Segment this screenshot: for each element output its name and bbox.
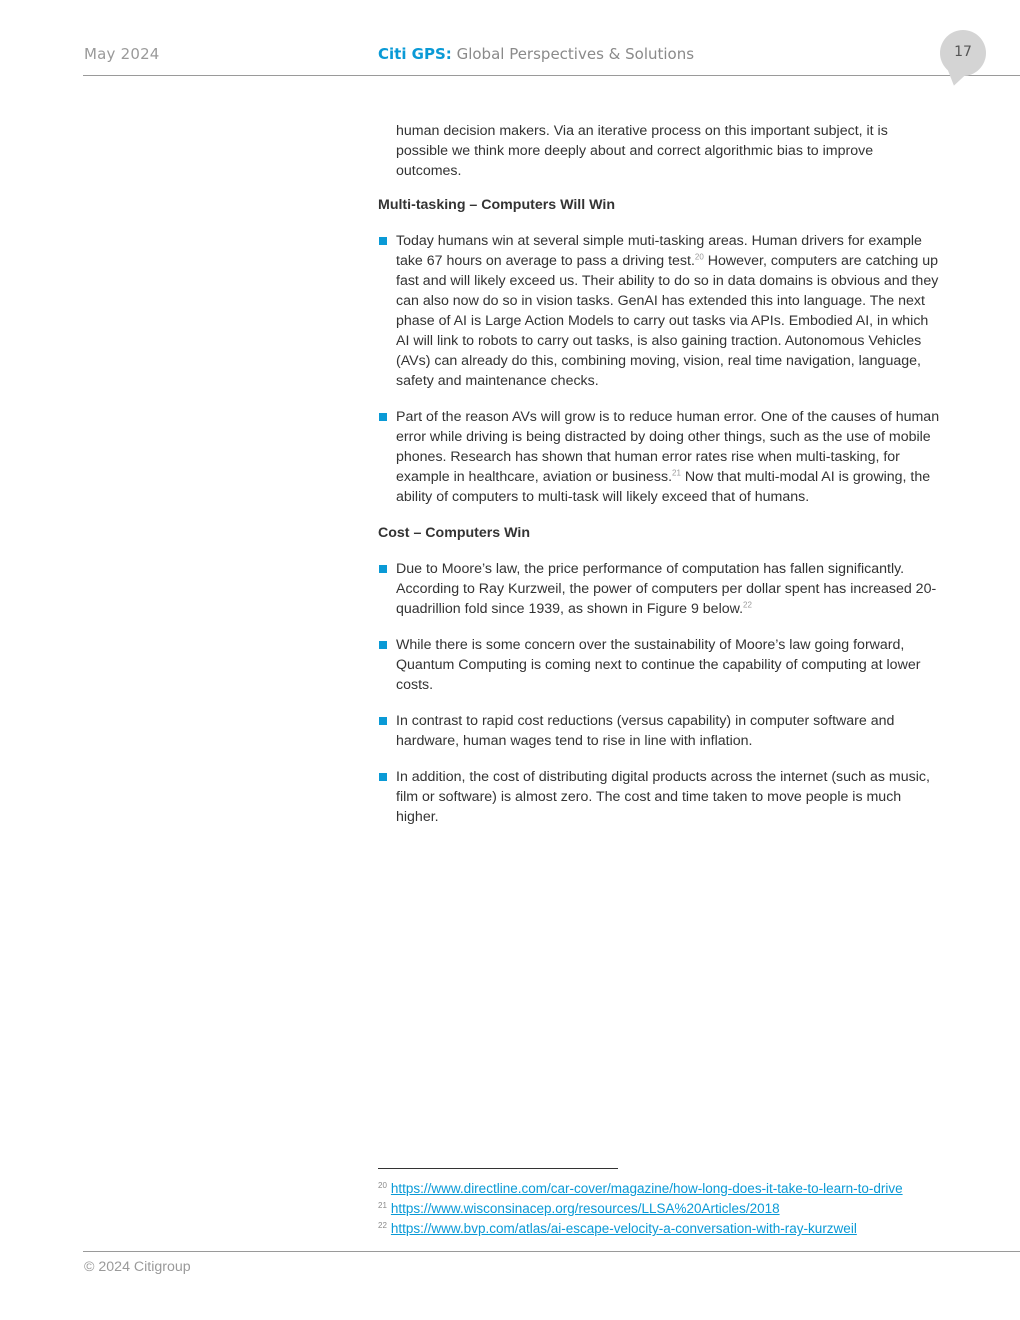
footnote-divider (378, 1168, 618, 1169)
footnote-item (378, 1179, 903, 1199)
header-date: May 2024 (84, 45, 160, 63)
footnote-number: 20 (378, 1180, 387, 1190)
bullet-text: Part of the reason AVs will grow is to reduce human error. One of the causes of human error while driving is being distracted by doing other things, such as the use of mobile phones. Research has shown that human error rates rise when multi-tasking, for example in healthcare, aviation or business. (396, 409, 940, 485)
bullet-square-icon (379, 641, 387, 649)
publication-subtitle: Global Perspectives & Solutions (456, 45, 695, 63)
section-cost (378, 523, 940, 827)
footnote-link[interactable]: https://www.directline.com/car-cover/magazine/how-long-does-it-take-to-learn-to-drive (390, 1181, 903, 1196)
bullet-text: In addition, the cost of distributing digital products across the internet (such as music, film or software) is almost zero. The cost and time taken to move people is much higher. (396, 769, 930, 825)
bullet-item (378, 559, 940, 619)
footnotes (378, 1179, 903, 1239)
header-divider (83, 75, 1020, 76)
bullet-text: Due to Moore’s law, the price performance of computation has fallen significantly. According to Ray Kurzweil, the power of computers per dollar spent has increased 20-quadrillion fold since 1939, as shown in Figure 9 below. (396, 561, 937, 617)
section-heading: Multi-tasking – Computers Will Win (378, 197, 615, 213)
footnote-number: 22 (378, 1220, 387, 1230)
bullet-square-icon (379, 413, 387, 421)
footnote-link[interactable]: https://www.bvp.com/atlas/ai-escape-velocity-a-conversation-with-ray-kurzweil (390, 1221, 857, 1236)
publication-title (378, 45, 694, 63)
bullet-square-icon (379, 773, 387, 781)
bullet-item (378, 635, 940, 695)
footnote-ref: 20 (694, 252, 704, 262)
bullet-text: While there is some concern over the sustainability of Moore’s law going forward, Quantum Computing is coming next to continue the capability of computing at lower costs. (396, 637, 921, 693)
footnote-item (378, 1199, 903, 1219)
footnote-link[interactable]: https://www.wisconsinacep.org/resources/LLSA%20Articles/2018 (390, 1201, 780, 1216)
page-number-badge: 17 (940, 30, 986, 76)
bullet-square-icon (379, 717, 387, 725)
bullet-item (378, 231, 940, 391)
main-content (378, 121, 940, 843)
bullet-item (378, 407, 940, 507)
footnote-ref: 22 (743, 600, 752, 610)
bullet-item (378, 767, 940, 827)
copyright: © 2024 Citigroup (84, 1259, 191, 1275)
footer-divider (83, 1251, 1020, 1252)
footnote-ref: 21 (672, 468, 681, 478)
footnote-item (378, 1219, 903, 1239)
bullet-text: In contrast to rapid cost reductions (versus capability) in computer software and hardware, human wages tend to rise in line with inflation. (396, 713, 895, 749)
bullet-text-cont: Now that multi-modal AI is growing, the ability of computers to multi-task will likely exceed that of humans. (396, 469, 931, 505)
bullet-square-icon (379, 237, 387, 245)
bullet-text-cont: However, computers are catching up fast and will likely exceed us. Their ability to do so in data domains is obvious and they can also now do so in vision tasks. GenAI has extended this into language. The next phase of AI is Large Action Models to carry out tasks via APIs. Embodied AI, in which AI will link to robots to carry out tasks, is also gaining traction. Autonomous Vehicles (AVs) can already do this, combining moving, vision, real time navigation, language, safety and maintenance checks. (396, 253, 939, 389)
bullet-item (378, 711, 940, 751)
bullet-square-icon (379, 565, 387, 573)
brand-name: Citi GPS: (378, 45, 452, 63)
footnote-number: 21 (378, 1200, 387, 1210)
section-heading: Cost – Computers Win (378, 525, 531, 541)
bullet-text: Today humans win at several simple muti-tasking areas. Human drivers for example take 67 hours on average to pass a driving test. (396, 233, 922, 269)
section-multitasking (378, 195, 940, 507)
intro-paragraph: human decision makers. Via an iterative process on this important subject, it is possible we think more deeply about and correct algorithmic bias to improve outcomes. (396, 123, 888, 179)
